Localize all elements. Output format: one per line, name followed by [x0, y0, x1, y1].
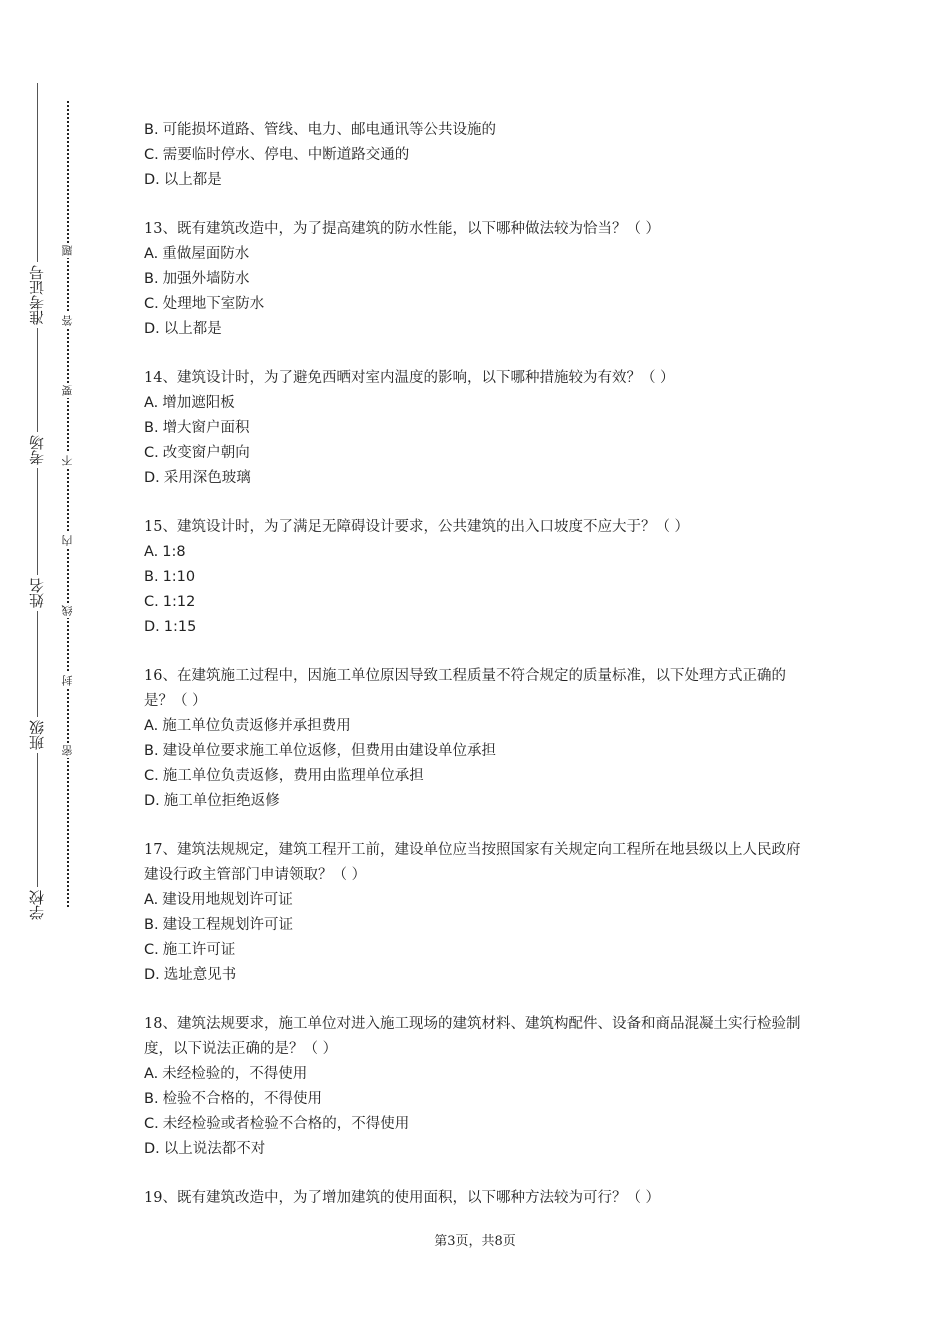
question-stem: 14、建筑设计时，为了避免西晒对室内温度的影响，以下哪种措施较为有效？（ ）: [144, 370, 675, 386]
answer-option: [144, 938, 814, 963]
option-text: 施工许可证: [162, 942, 236, 958]
answer-option: [144, 466, 814, 491]
option-letter: D.: [144, 172, 160, 188]
option-text: 1:8: [162, 544, 186, 560]
margin-field-label: 姓名: [22, 575, 52, 611]
option-letter: C.: [144, 1116, 159, 1132]
option-letter: D.: [144, 619, 160, 635]
option-text: 处理地下室防水: [162, 296, 265, 312]
option-text: 检验不合格的，不得使用: [162, 1091, 323, 1107]
question-block: [144, 118, 814, 193]
option-letter: A.: [144, 544, 159, 560]
seal-line-char: 密: [59, 743, 77, 758]
answer-option: [144, 888, 814, 913]
answer-option: [144, 1137, 814, 1162]
exam-content: [144, 118, 814, 1235]
answer-option: [144, 441, 814, 466]
option-text: 可能损坏道路、管线、电力、邮电通讯等公共设施的: [162, 122, 497, 138]
question-block: [144, 366, 814, 491]
option-text: 采用深色玻璃: [163, 470, 251, 486]
option-text: 施工单位负责返修，费用由监理单位承担: [162, 768, 424, 784]
option-text: 1:10: [162, 569, 196, 585]
option-letter: A.: [144, 1066, 159, 1082]
question-stem: 15、建筑设计时，为了满足无障碍设计要求，公共建筑的出入口坡度不应大于？（ ）: [144, 519, 690, 535]
answer-option: [144, 540, 814, 565]
question-stem: 19、既有建筑改造中，为了增加建筑的使用面积，以下哪种方法较为可行？（ ）: [144, 1190, 661, 1206]
option-text: 建设单位要求施工单位返修，但费用由建设单位承担: [162, 743, 497, 759]
answer-option: [144, 242, 814, 267]
option-letter: B.: [144, 1091, 159, 1107]
page-footer: 第3页，共8页: [434, 1234, 516, 1249]
option-letter: B.: [144, 420, 159, 436]
seal-line-char: 要: [59, 383, 77, 398]
option-text: 未经检验或者检验不合格的，不得使用: [162, 1116, 410, 1132]
option-letter: D.: [144, 967, 160, 983]
answer-option: [144, 963, 814, 988]
answer-option: [144, 615, 814, 640]
option-letter: C.: [144, 942, 159, 958]
answer-option: [144, 714, 814, 739]
answer-option: [144, 391, 814, 416]
answer-option: [144, 565, 814, 590]
answer-option: [144, 1087, 814, 1112]
answer-option: [144, 168, 814, 193]
option-text: 改变窗户朝向: [162, 445, 250, 461]
answer-option: [144, 267, 814, 292]
seal-line-char: 不: [59, 453, 77, 468]
option-letter: B.: [144, 569, 159, 585]
seal-line-char: 封: [59, 673, 77, 688]
question-block: [144, 1012, 814, 1162]
question-stem: 18、建筑法规要求，施工单位对进入施工现场的建筑材料、建筑构配件、设备和商品混凝土实行检验制度，以下说法正确的是？（ ）: [144, 1016, 801, 1057]
option-text: 增加遮阳板: [162, 395, 235, 411]
answer-option: [144, 590, 814, 615]
answer-option: [144, 739, 814, 764]
question-block: [144, 515, 814, 640]
option-letter: A.: [144, 718, 159, 734]
option-text: 选址意见书: [163, 967, 237, 983]
option-text: 施工单位负责返修并承担费用: [162, 718, 351, 734]
option-letter: D.: [144, 321, 160, 337]
margin-field-label: 班级: [22, 717, 52, 753]
question-stem: 13、既有建筑改造中，为了提高建筑的防水性能，以下哪种做法较为恰当？（ ）: [144, 221, 661, 237]
margin-field-label: 考场: [22, 432, 52, 468]
option-letter: B.: [144, 743, 159, 759]
option-text: 以上都是: [163, 172, 222, 188]
question-block: [144, 1186, 814, 1211]
option-text: 建设工程规划许可证: [162, 917, 294, 933]
option-text: 未经检验的，不得使用: [162, 1066, 308, 1082]
question-block: [144, 664, 814, 814]
seal-line-char: 线: [59, 603, 77, 618]
answer-option: [144, 913, 814, 938]
answer-option: [144, 143, 814, 168]
margin-field-label: 学校: [22, 887, 52, 923]
option-text: 1:12: [162, 594, 196, 610]
option-letter: B.: [144, 122, 159, 138]
answer-option: [144, 317, 814, 342]
option-text: 1:15: [163, 619, 197, 635]
option-letter: C.: [144, 594, 159, 610]
option-text: 重做屋面防水: [162, 246, 250, 262]
option-letter: C.: [144, 296, 159, 312]
option-letter: D.: [144, 1141, 160, 1157]
option-letter: B.: [144, 271, 159, 287]
margin-field-label: 准考证号: [22, 262, 52, 328]
option-text: 加强外墙防水: [162, 271, 250, 287]
option-letter: C.: [144, 445, 159, 461]
question-block: [144, 838, 814, 988]
option-letter: D.: [144, 793, 160, 809]
binding-dotted-line: [67, 101, 69, 907]
option-letter: B.: [144, 917, 159, 933]
option-letter: A.: [144, 395, 159, 411]
answer-option: [144, 1062, 814, 1087]
seal-line-char: 答: [59, 313, 77, 328]
question-stem: 16、在建筑施工过程中，因施工单位原因导致工程质量不符合规定的质量标准，以下处理方式正确的是？（ ）: [144, 668, 786, 709]
answer-option: [144, 292, 814, 317]
seal-line-char: 题: [59, 243, 77, 258]
question-block: [144, 217, 814, 342]
option-text: 需要临时停水、停电、中断道路交通的: [162, 147, 410, 163]
seal-line-char: 内: [59, 533, 77, 548]
option-text: 以上说法都不对: [163, 1141, 266, 1157]
answer-option: [144, 789, 814, 814]
answer-option: [144, 764, 814, 789]
option-text: 建设用地规划许可证: [162, 892, 293, 908]
option-text: 增大窗户面积: [162, 420, 250, 436]
answer-option: [144, 1112, 814, 1137]
option-letter: A.: [144, 892, 159, 908]
answer-option: [144, 416, 814, 441]
option-letter: C.: [144, 147, 159, 163]
question-stem: 17、建筑法规规定，建筑工程开工前，建设单位应当按照国家有关规定向工程所在地县级以上人民政府建设行政主管部门申请领取？（ ）: [144, 842, 801, 883]
option-text: 以上都是: [163, 321, 222, 337]
option-letter: C.: [144, 768, 159, 784]
binding-solid-line: [37, 83, 38, 918]
option-letter: D.: [144, 470, 160, 486]
option-text: 施工单位拒绝返修: [163, 793, 280, 809]
answer-option: [144, 118, 814, 143]
option-letter: A.: [144, 246, 159, 262]
